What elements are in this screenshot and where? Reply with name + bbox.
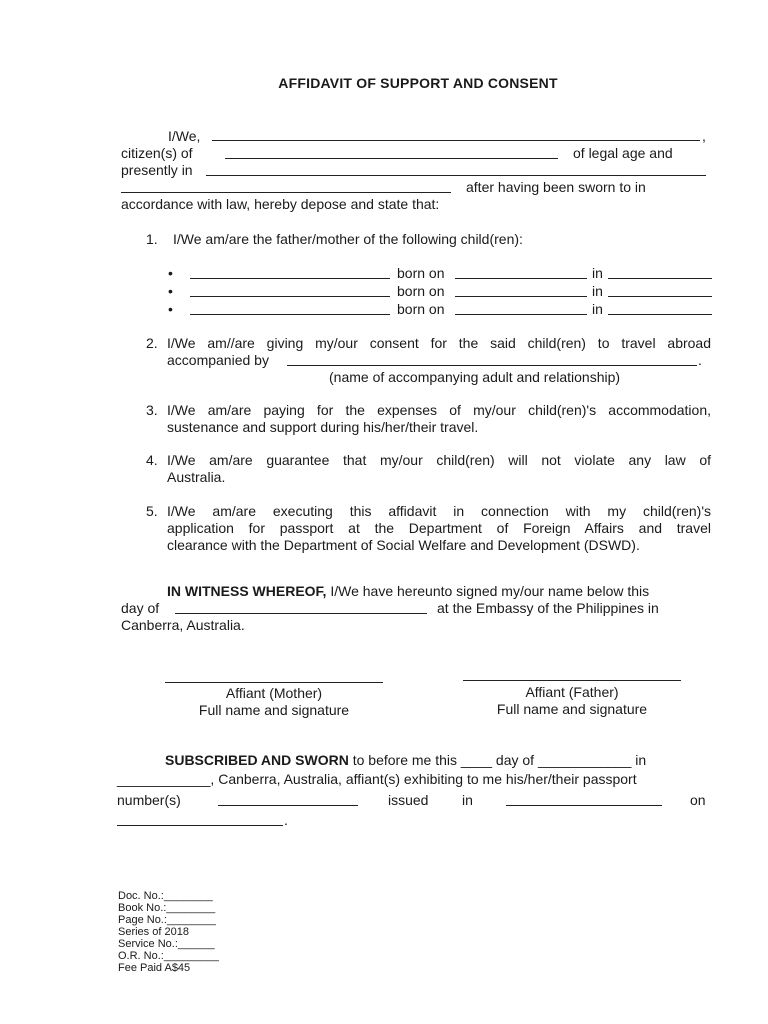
- issued-date-blank: [117, 825, 283, 826]
- issued-label: issued: [388, 792, 429, 808]
- item-2-caption: (name of accompanying adult and relationship): [329, 369, 621, 385]
- item-5-line-2: application for passport at the Department of Foreign Affairs and travel: [167, 520, 711, 536]
- iwe-comma: ,: [702, 128, 706, 144]
- day-of-label: day of: [121, 600, 160, 616]
- item-1-text: I/We am/are the father/mother of the following child(ren):: [173, 231, 523, 247]
- in-label-1: in: [592, 265, 603, 281]
- notary-book-no: Book No.:________: [118, 902, 216, 914]
- passport-numbers-label: number(s): [117, 792, 181, 808]
- birth-date-blank-1: [455, 278, 587, 279]
- citizenship-blank: [225, 158, 558, 159]
- on-label: on: [690, 792, 706, 808]
- father-fullname-label: Full name and signature: [496, 701, 648, 717]
- birth-date-blank-2: [455, 296, 587, 297]
- sworn-bold: SUBSCRIBED AND SWORN: [165, 752, 349, 768]
- father-signature-line: [463, 680, 681, 681]
- witness-day-blank: [175, 613, 427, 614]
- child-name-blank-1: [190, 278, 390, 279]
- presently-in-label: presently in: [121, 162, 193, 178]
- birth-place-blank-1: [608, 278, 712, 279]
- item-3-number: 3.: [146, 402, 158, 418]
- in-label-3: in: [592, 301, 603, 317]
- child-bullet-1: •: [168, 265, 173, 281]
- child-bullet-2: •: [168, 283, 173, 299]
- item-2-number: 2.: [146, 335, 158, 351]
- notary-or-no: O.R. No.:_________: [118, 950, 219, 962]
- item-4-line-2: Australia.: [167, 469, 226, 485]
- item-4-number: 4.: [146, 452, 158, 468]
- birth-place-blank-2: [608, 296, 712, 297]
- iwe-label: I/We,: [168, 128, 201, 144]
- passport-number-blank: [218, 805, 358, 806]
- father-label: Affiant (Father): [525, 684, 619, 700]
- citizens-of-label: citizen(s) of: [121, 145, 193, 161]
- item-4-line-1: I/We am/are guarantee that my/our child(ren) will not violate any law of: [167, 452, 711, 468]
- issued-in-label: in: [462, 792, 473, 808]
- accordance-text: accordance with law, hereby depose and state that:: [121, 196, 440, 212]
- notary-page-no: Page No.:________: [118, 914, 216, 926]
- sworn-rest: to before me this ____ day of ____________ in: [348, 752, 647, 768]
- item-5-line-1: I/We am/are executing this affidavit in connection with my child(ren)'s: [167, 503, 711, 519]
- after-sworn-label: after having been sworn to in: [466, 179, 646, 195]
- born-on-label-3: born on: [397, 301, 445, 317]
- witness-rest: I/We have hereunto signed my/our name below this: [326, 583, 650, 599]
- mother-fullname-label: Full name and signature: [198, 702, 350, 718]
- sworn-period: .: [284, 812, 288, 828]
- item-1-number: 1.: [146, 231, 158, 247]
- child-name-blank-2: [190, 296, 390, 297]
- mother-label: Affiant (Mother): [225, 685, 323, 701]
- issued-place-blank: [506, 805, 662, 806]
- canberra-text: Canberra, Australia.: [121, 617, 245, 633]
- item-3-line-1: I/We am/are paying for the expenses of my/our child(ren)'s accommodation,: [167, 402, 711, 418]
- notary-fee-paid: Fee Paid A$45: [118, 962, 191, 974]
- witness-bold: IN WITNESS WHEREOF,: [167, 583, 327, 599]
- mother-signature-line: [165, 682, 383, 683]
- iwe-blank: [212, 140, 700, 141]
- in-label-2: in: [592, 283, 603, 299]
- accompanying-adult-blank: [287, 365, 697, 366]
- birth-place-blank-3: [608, 314, 712, 315]
- document-title: AFFIDAVIT OF SUPPORT AND CONSENT: [278, 75, 558, 91]
- notary-series: Series of 2018: [118, 926, 189, 938]
- item-2-period: .: [698, 352, 702, 368]
- sworn-line-1: [165, 752, 646, 769]
- item-5-number: 5.: [146, 503, 158, 519]
- item-3-line-2: sustenance and support during his/her/their travel.: [167, 419, 479, 435]
- legal-age-label: of legal age and: [573, 145, 673, 161]
- item-2-line-1: I/We am//are giving my/our consent for the said child(ren) to travel abroad: [167, 335, 711, 351]
- born-on-label-1: born on: [397, 265, 445, 281]
- sworn-line-2: ____________, Canberra, Australia, affiant(s) exhibiting to me his/her/their passport: [117, 771, 637, 787]
- embassy-text: at the Embassy of the Philippines in: [437, 600, 659, 616]
- item-5-line-3: clearance with the Department of Social Welfare and Development (DSWD).: [167, 537, 640, 553]
- item-2-accompanied-label: accompanied by: [167, 352, 269, 368]
- born-on-label-2: born on: [397, 283, 445, 299]
- notary-doc-no: Doc. No.:________: [118, 890, 213, 902]
- notary-service-no: Service No.:______: [118, 938, 215, 950]
- residence-blank-2: [121, 192, 451, 193]
- witness-line-1: [167, 583, 649, 600]
- residence-blank-1: [206, 175, 706, 176]
- birth-date-blank-3: [455, 314, 587, 315]
- child-name-blank-3: [190, 314, 390, 315]
- child-bullet-3: •: [168, 301, 173, 317]
